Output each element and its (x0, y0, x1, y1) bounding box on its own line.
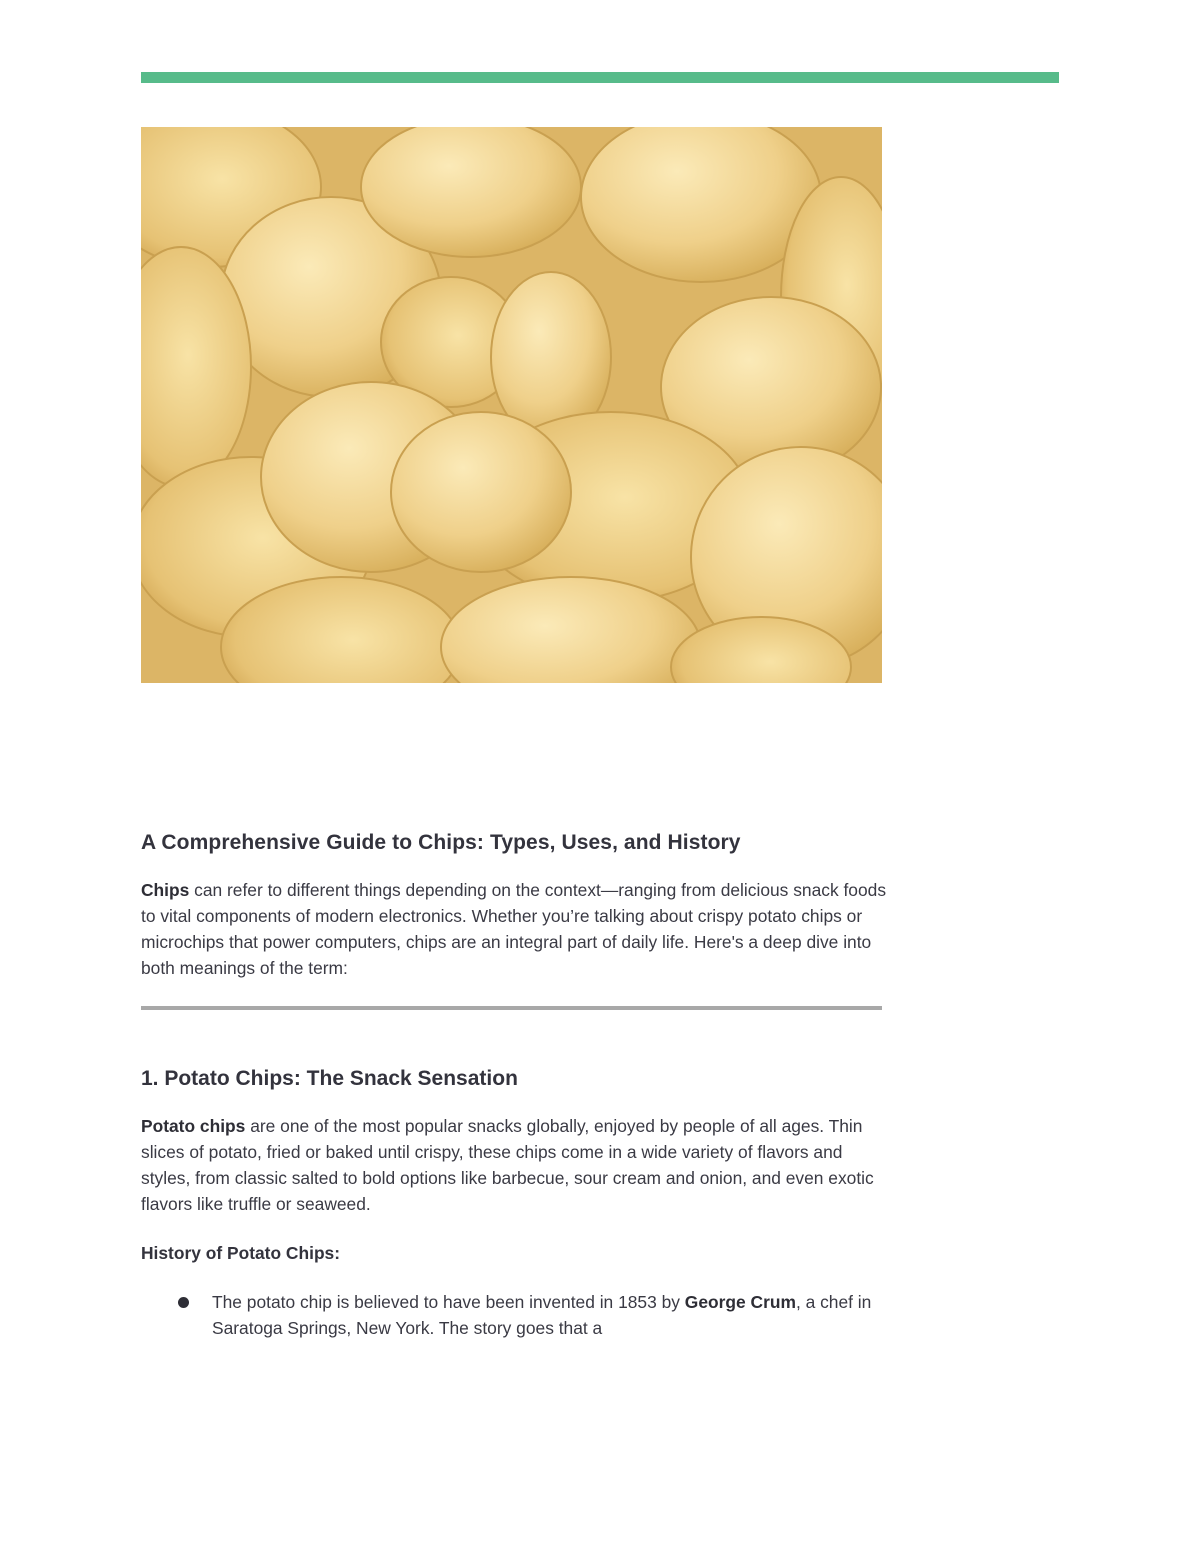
hero-image (141, 127, 882, 683)
list-item (141, 1289, 886, 1341)
bullet-text-after: , a chef in Saratoga Springs, New York. The story goes that a (212, 1292, 872, 1338)
bullet-icon (178, 1297, 189, 1308)
intro-paragraph (141, 877, 886, 981)
history-bullet-list (141, 1289, 886, 1341)
intro-bold-lead: Chips (141, 880, 190, 900)
subheading-history: History of Potato Chips: (141, 1243, 341, 1263)
intro-text: can refer to different things depending on the context—ranging from delicious snack foods to vital components of modern electronics. Whether you’re talking about crispy potato chips or microchips that power computers, chips are an integral part of daily life. Here's a deep dive into both meanings of the term: (141, 880, 887, 978)
potato-chips-photo-icon (141, 127, 882, 683)
potato-chips-bold-lead: Potato chips (141, 1116, 246, 1136)
potato-chips-text: are one of the most popular snacks globally, enjoyed by people of all ages. Thin slices of potato, fried or baked until crispy, these chips come in a wide variety of flavors and styles, from classic salted to bold options like barbecue, sour cream and onion, and even exotic flavors like truffle or seaweed. (141, 1116, 874, 1214)
section-heading-potato-chips: 1. Potato Chips: The Snack Sensation (141, 1067, 518, 1090)
bullet-bold: George Crum (684, 1292, 796, 1312)
top-accent-bar (141, 72, 1059, 83)
article-title: A Comprehensive Guide to Chips: Types, Uses, and History (141, 831, 741, 854)
article (141, 826, 886, 1341)
bullet-text-before: The potato chip is believed to have been invented in 1853 by (212, 1292, 685, 1312)
potato-chips-paragraph (141, 1113, 886, 1217)
section-divider (141, 1006, 882, 1010)
